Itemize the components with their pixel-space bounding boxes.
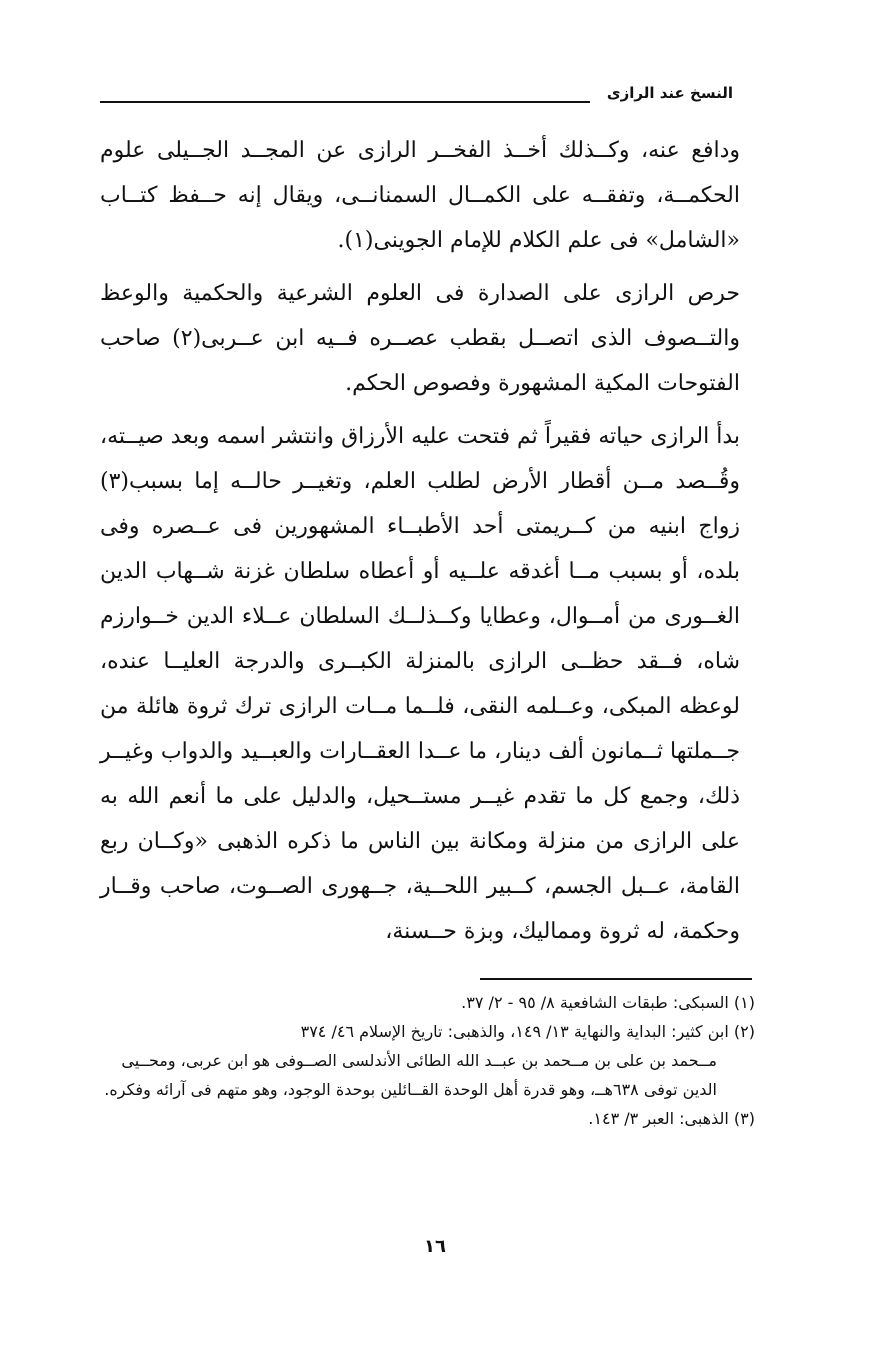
footnote-3: (٣) الذهبى: العبر ٣/ ١٤٣. (588, 1109, 755, 1128)
footnotes (100, 988, 755, 1133)
footnote-2-continuation: مــحمد بن على بن مــحمد بن عبــد الله الطائى الأندلسى الصــوفى هو ابن عربى، ومحــيى الدين توفى ٦٣٨هــ، وهو قدرة أهل الوحدة القــائلين بوحدة الوجود، وهو متهم فى آرائه وفكره. (104, 1051, 717, 1099)
footnote-1: (١) السبكى: طبقات الشافعية ٨/ ٩٥ - ٢/ ٣٧. (461, 993, 755, 1012)
paragraph: ودافع عنه، وكــذلك أخــذ الفخــر الرازى عن المجــد الجــيلى علوم الحكمــة، وتفقــه على الكمــال السمنانــى، ويقال إنه حــفظ كتــاب «الشامل» فى علم الكلام للإمام الجوينى(١). (100, 138, 740, 253)
running-header: النسخ عند الرازى (606, 84, 733, 102)
header-rule (100, 101, 590, 103)
main-text (100, 128, 740, 962)
page-number: ١٦ (424, 1236, 446, 1257)
footnote-rule (480, 978, 752, 980)
footnote-2: (٢) ابن كثير: البداية والنهاية ١٣/ ١٤٩، والذهبى: تاريخ الإسلام ٤٦/ ٣٧٤ (300, 1022, 755, 1041)
paragraph: حرص الرازى على الصدارة فى العلوم الشرعية والحكمية والوعظ والتــصوف الذى اتصــل بقطب عصــره فــيه ابن عــربى(٢) صاحب الفتوحات المكية المشهورة وفصوص الحكم. (100, 281, 740, 396)
paragraph: بدأ الرازى حياته فقيراً ثم فتحت عليه الأرزاق وانتشر اسمه وبعد صيــته، وقُــصد مــن أقطار الأرض لطلب العلم، وتغيــر حالــه إما بسبب(٣) زواج ابنيه من كــريمتى أحد الأطبــاء المشهورين فى عــصره وفى بلده، أو بسبب مــا أغدقه علــيه أو أعطاه سلطان غزنة شــهاب الدين الغــورى من أمــوال، وعطايا وكــذلــك السلطان عــلاء الدين خــوارزم شاه، فــقد حظــى الرازى بالمنزلة الكبــرى والدرجة العليــا عنده، لوعظه المبكى، وعــلمه النقى، فلــما مــات الرازى ترك ثروة هائلة من جــملتها ثــمانون ألف دينار، ما عــدا العقــارات والعبــيد والدواب وغيــر ذلك، وجمع كل ما تقدم غيــر مستــحيل، والدليل على ما أنعم الله به على الرازى من منزلة ومكانة بين الناس ما ذكره الذهبى «وكــان ربع القامة، عــبل الجسم، كــبير اللحــية، جــهورى الصــوت، صاحب وقــار وحكمة، له ثروة ومماليك، وبزة حــسنة، (100, 424, 741, 944)
